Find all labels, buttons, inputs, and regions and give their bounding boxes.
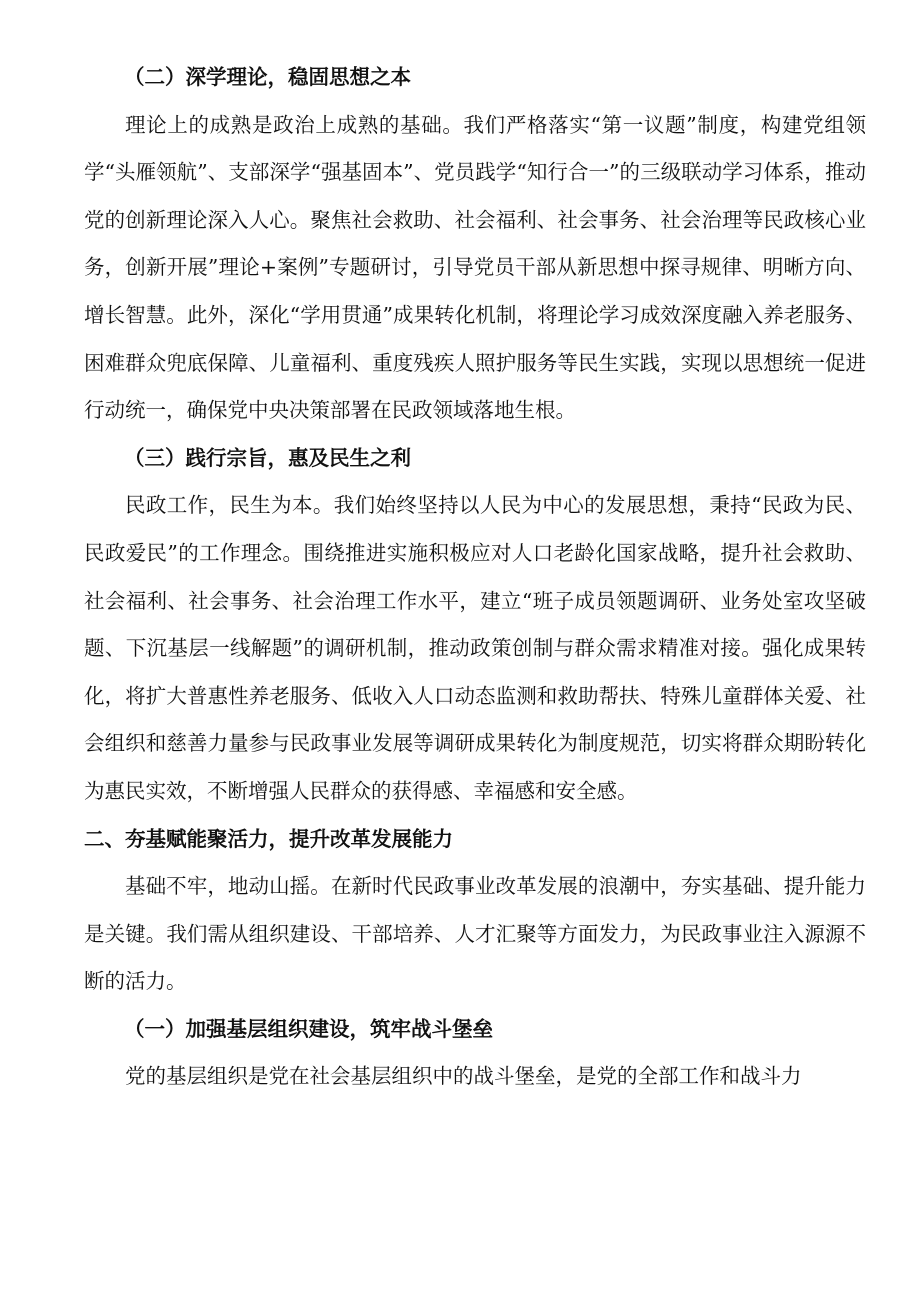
paragraph-people-livelihood: 民政工作，民生为本。我们始终坚持以人民为中心的发展思想，秉持“民政为民、民政爱民”的工作理念。围绕推进实施积极应对人口老龄化国家战略，提升社会救助、社会福利、社会事务、社会治理工作水平，建立“班子成员领题调研、业务处室攻坚破题、下沉基层一线解题”的调研机制，推动政策创制与群众需求精准对接。强化成果转化，将扩大普惠性养老服务、低收入人口动态监测和救助帮扶、特殊儿童群体关爱、社会组织和慈善力量参与民政事业发展等调研成果转化为制度规范，切实将群众期盼转化为惠民实效，不断增强人民群众的获得感、幸福感和安全感。 (84, 493, 866, 803)
section-subheading-1: （一）加强基层组织建设，筑牢战斗堡垒 (124, 1016, 493, 1041)
section-subheading-2: （二）深学理论，稳固思想之本 (124, 65, 411, 89)
paragraph-grassroots-organization: 党的基层组织是党在社会基层组织中的战斗堡垒，是党的全部工作和战斗力 (125, 1064, 802, 1089)
paragraph-foundation: 基础不牢，地动山摇。在新时代民政事业改革发展的浪潮中，夯实基础、提升能力是关键。我们需从组织建设、干部培养、人才汇聚等方面发力，为民政事业注入源源不断的活力。 (84, 874, 866, 994)
document-body (84, 54, 866, 1101)
section-heading-2: 二、夯基赋能聚活力，提升改革发展能力 (84, 826, 453, 851)
paragraph-theory-study: 理论上的成熟是政治上成熟的基础。我们严格落实“第一议题”制度，构建党组领学“头雁领航”、支部深学“强基固本”、党员践学“知行合一”的三级联动学习体系，推动党的创新理论深入人心。聚焦社会救助、社会福利、社会事务、社会治理等民政核心业务，创新开展”理论+案例”专题研讨，引导党员干部从新思想中探寻规律、明晰方向、增长智慧。此外，深化“学用贯通”成果转化机制，将理论学习成效深度融入养老服务、困难群众兜底保障、儿童福利、重度残疾人照护服务等民生实践，实现以思想统一促进行动统一，确保党中央决策部署在民政领域落地生根。 (84, 112, 866, 423)
section-subheading-3: （三）践行宗旨，惠及民生之利 (124, 445, 411, 470)
